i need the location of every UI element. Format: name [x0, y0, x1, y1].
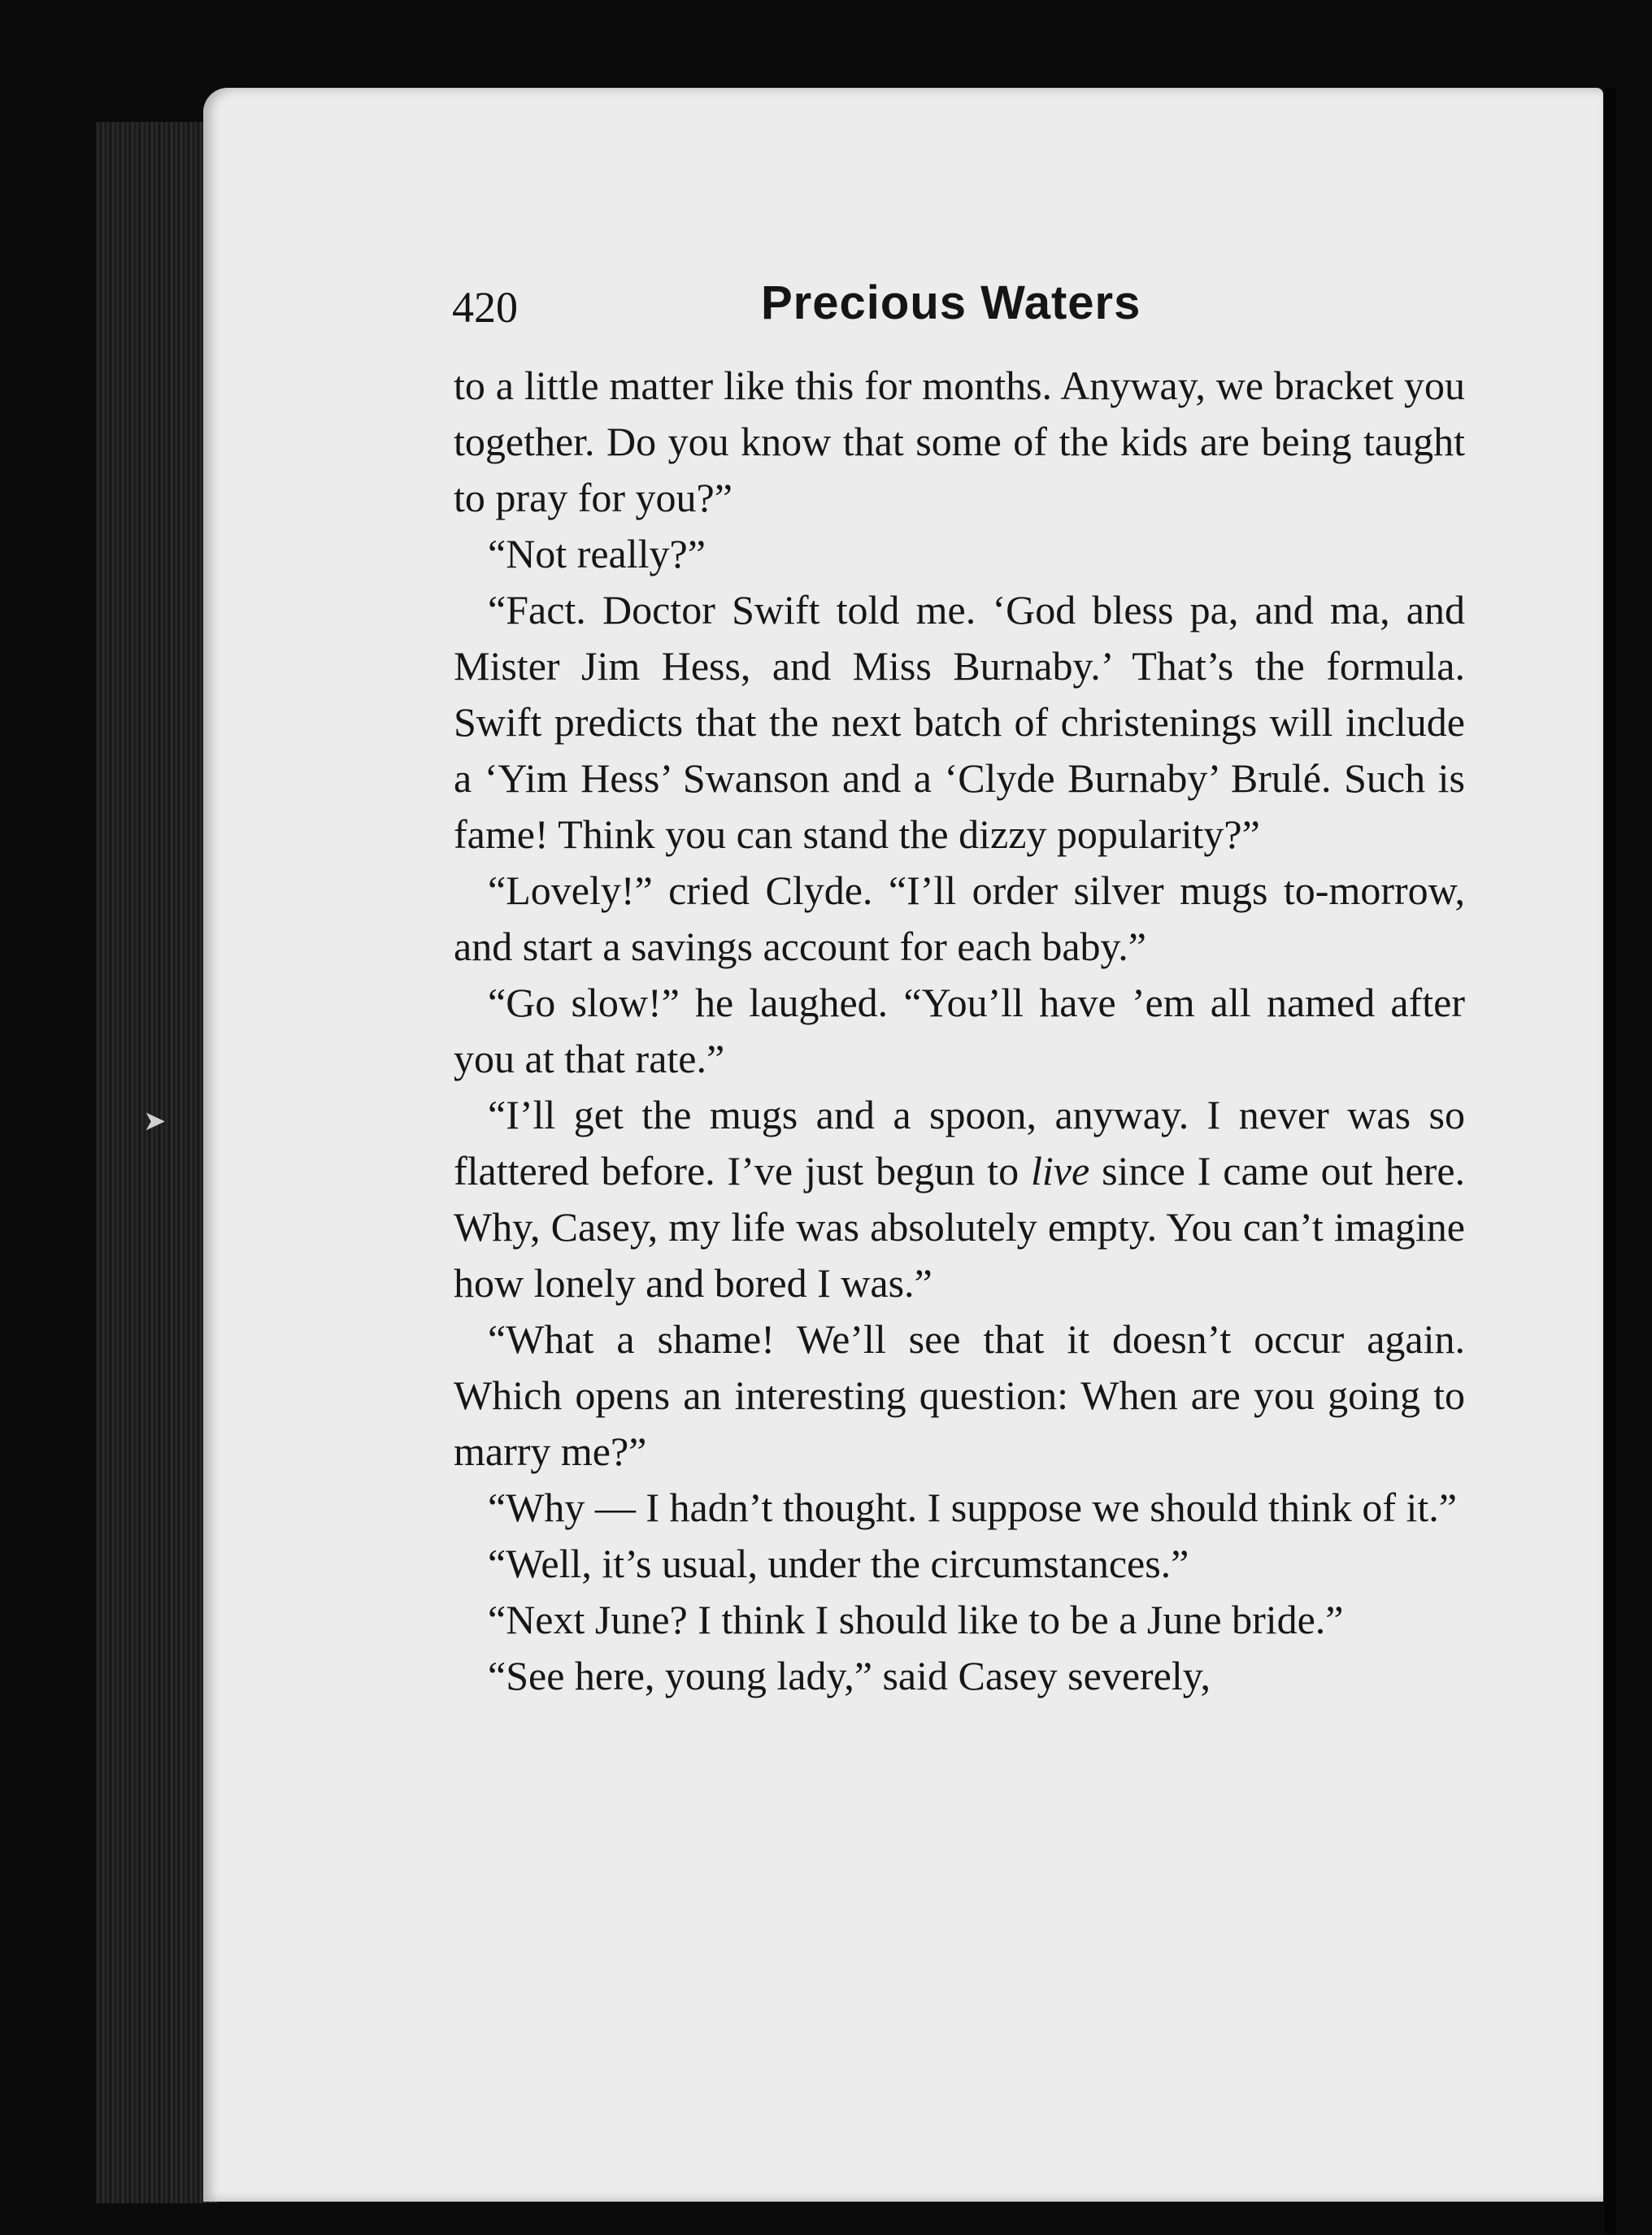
paragraph: “Not really?”: [488, 531, 706, 576]
paragraph: “Well, it’s usual, under the circumstances.”: [488, 1541, 1189, 1586]
book-page-edges: [96, 122, 218, 2203]
italic-word: live: [1031, 1148, 1090, 1194]
right-page-edge: [1605, 88, 1616, 2234]
paragraph: [454, 1087, 1465, 1311]
arrow-mark-icon: ➤: [143, 1105, 167, 1137]
running-title: Precious Waters: [761, 276, 1141, 329]
paragraph: “Why — I hadn’t thought. I suppose we should think of it.”: [488, 1485, 1457, 1530]
paragraph: “Go slow!” he laughed. “You’ll have ’em all named after you at that rate.”: [454, 980, 1465, 1081]
paragraph: “Fact. Doctor Swift told me. ‘God bless pa, and ma, and Mister Jim Hess, and Miss Burnaby.’ That’s the formula. Swift predicts that the next batch of christenings will include a ‘Yim Hess’ Swanson and a ‘Clyde Burnaby’ Brulé. Such is fame! Think you can stand the dizzy popularity?”: [454, 587, 1465, 857]
paragraph-text: “I’ll get the mugs and a spoon, anyway. I never was so flattered before. I’ve just begun to: [454, 1092, 1465, 1194]
paragraph-text: since I came out here. Why, Casey, my life was absolutely empty. You can’t imagine how lonely and bored I was.”: [454, 1148, 1466, 1306]
paragraph: to a little matter like this for months. Anyway, we bracket you together. Do you know that some of the kids are being taught to pray for you?”: [454, 363, 1465, 520]
paragraph: “Lovely!” cried Clyde. “I’ll order silver mugs to-morrow, and start a savings account for each baby.”: [454, 867, 1465, 969]
paragraph: “What a shame! We’ll see that it doesn’t occur again. Which opens an interesting question: When are you going to marry me?”: [454, 1316, 1465, 1474]
page-header: [452, 272, 1467, 346]
paragraph: “See here, young lady,” said Casey severely,: [488, 1653, 1211, 1698]
paragraph: “Next June? I think I should like to be a June bride.”: [488, 1597, 1344, 1642]
body-text: [454, 358, 1465, 1704]
page-number: 420: [452, 283, 518, 332]
